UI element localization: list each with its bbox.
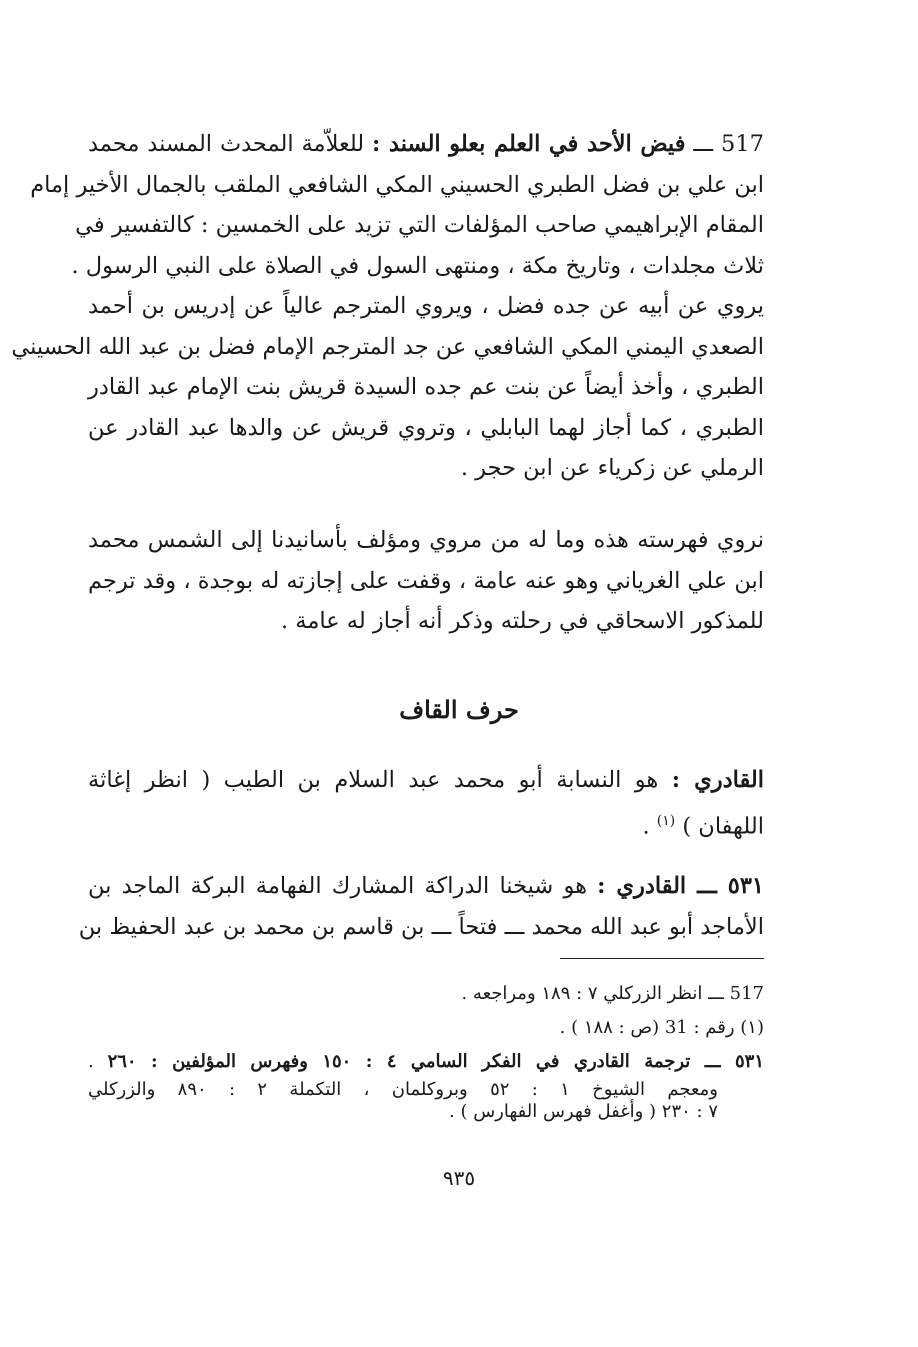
footnote-separator xyxy=(560,958,764,959)
qadiri-reference-title: القادري : xyxy=(671,767,764,793)
entry-531-line-1 xyxy=(88,866,764,907)
entry-517-line-1-rest: للعلاّمة المحدث المسند محمد xyxy=(88,131,373,157)
page-number: ٩٣٥ xyxy=(442,1166,476,1190)
entry-517-line-6: الصعدي اليمني المكي الشافعي عن جد المترجم الإمام فضل بن عبد الله الحسيني xyxy=(11,333,764,360)
footnotes xyxy=(88,977,764,1123)
footnote-531-line-3: ٧ : ٢٣٠ ( وأغفل فهرس الفهارس ) . xyxy=(449,1101,718,1122)
narration-line-2: ابن علي الغرياني وهو عنه عامة ، وقفت على إجازته له بوجدة ، وقد ترجم xyxy=(88,567,764,594)
entry-531-line-2: الأماجد أبو عبد الله محمد ـــ فتحاً ـــ بن قاسم بن محمد بن عبد الحفيظ بن xyxy=(78,913,764,940)
section-heading: حرف القاف xyxy=(399,695,519,724)
footnote-517: 517 ـــ انظر الزركلي ٧ : ١٨٩ ومراجعه . xyxy=(461,983,764,1004)
qadiri-reference xyxy=(88,760,764,841)
footnote-531-end: . xyxy=(88,1051,108,1072)
entry-517-line-1 xyxy=(88,124,764,165)
entry-517-line-5: يروي عن أبيه عن جده فضل ، ويروي المترجم عالياً عن إدريس بن أحمد xyxy=(88,293,764,319)
qadiri-reference-line-1-rest: هو النسابة أبو محمد عبد السلام بن الطيب ( انظر إغاثة xyxy=(88,767,672,793)
footnote-531-bold: القادري في الفكر السامي ٤ : ١٥٠ وفهرس المؤلفين : ٢٦٠ xyxy=(107,1051,630,1072)
entry-517-line-8: الطبري ، كما أجاز لهما البابلي ، وتروي قريش عن والدها عبد القادر عن xyxy=(88,414,764,441)
narration-paragraph xyxy=(88,520,764,642)
footnote-marker: (١) xyxy=(656,812,676,829)
entry-517-line-2: ابن علي بن فضل الطبري الحسيني المكي الشافعي الملقب بالجمال الأخير إمام xyxy=(30,171,764,198)
footnote-1: (١) رقم : 31 (ص : ١٨٨ ) . xyxy=(559,1017,764,1038)
footnote-531-line-2: ومعجم الشيوخ ١ : ٥٢ وبروكلمان ، التكملة ٢ : ٨٩٠ والزركلي xyxy=(88,1079,718,1100)
qadiri-reference-line-2-text: اللهفان ) xyxy=(675,813,764,839)
entry-517-line-9: الرملي عن زكرياء عن ابن حجر . xyxy=(460,455,764,481)
qadiri-reference-line-2 xyxy=(88,801,764,842)
entry-531-number: ٥٣١ ـــ xyxy=(686,873,764,899)
entry-517-line-7: الطبري ، وأخذ أيضاً عن بنت عم جده السيدة قريش بنت الإمام عبد القادر xyxy=(88,374,764,400)
footnote-531-lead: ٥٣١ ـــ ترجمة xyxy=(629,1051,764,1072)
entry-517-line-3: المقام الإبراهيمي صاحب المؤلفات التي تزيد على الخمسين : كالتفسير في xyxy=(75,212,764,238)
entry-517 xyxy=(11,124,764,489)
entry-517-number: 517 ـــ xyxy=(685,131,764,157)
qadiri-reference-line-2-end: . xyxy=(642,813,657,839)
entry-517-title: فيض الأحد في العلم بعلو السند : xyxy=(372,131,686,157)
narration-line-3: للمذكور الاسحاقي في رحلته وذكر أنه أجاز له عامة . xyxy=(280,608,764,634)
qadiri-reference-line-1 xyxy=(88,760,764,801)
entry-531 xyxy=(78,866,764,947)
footnote-531-line-1 xyxy=(88,1045,764,1079)
entry-531-line-1-rest: هو شيخنا الدراكة المشارك الفهامة البركة الماجد بن xyxy=(88,873,598,899)
narration-line-1: نروي فهرسته هذه وما له من مروي ومؤلف بأسانيدنا إلى الشمس محمد xyxy=(88,527,764,553)
entry-517-line-4: ثلاث مجلدات ، وتاريخ مكة ، ومنتهى السول في الصلاة على النبي الرسول . xyxy=(71,252,764,279)
entry-531-title: القادري : xyxy=(597,873,687,899)
